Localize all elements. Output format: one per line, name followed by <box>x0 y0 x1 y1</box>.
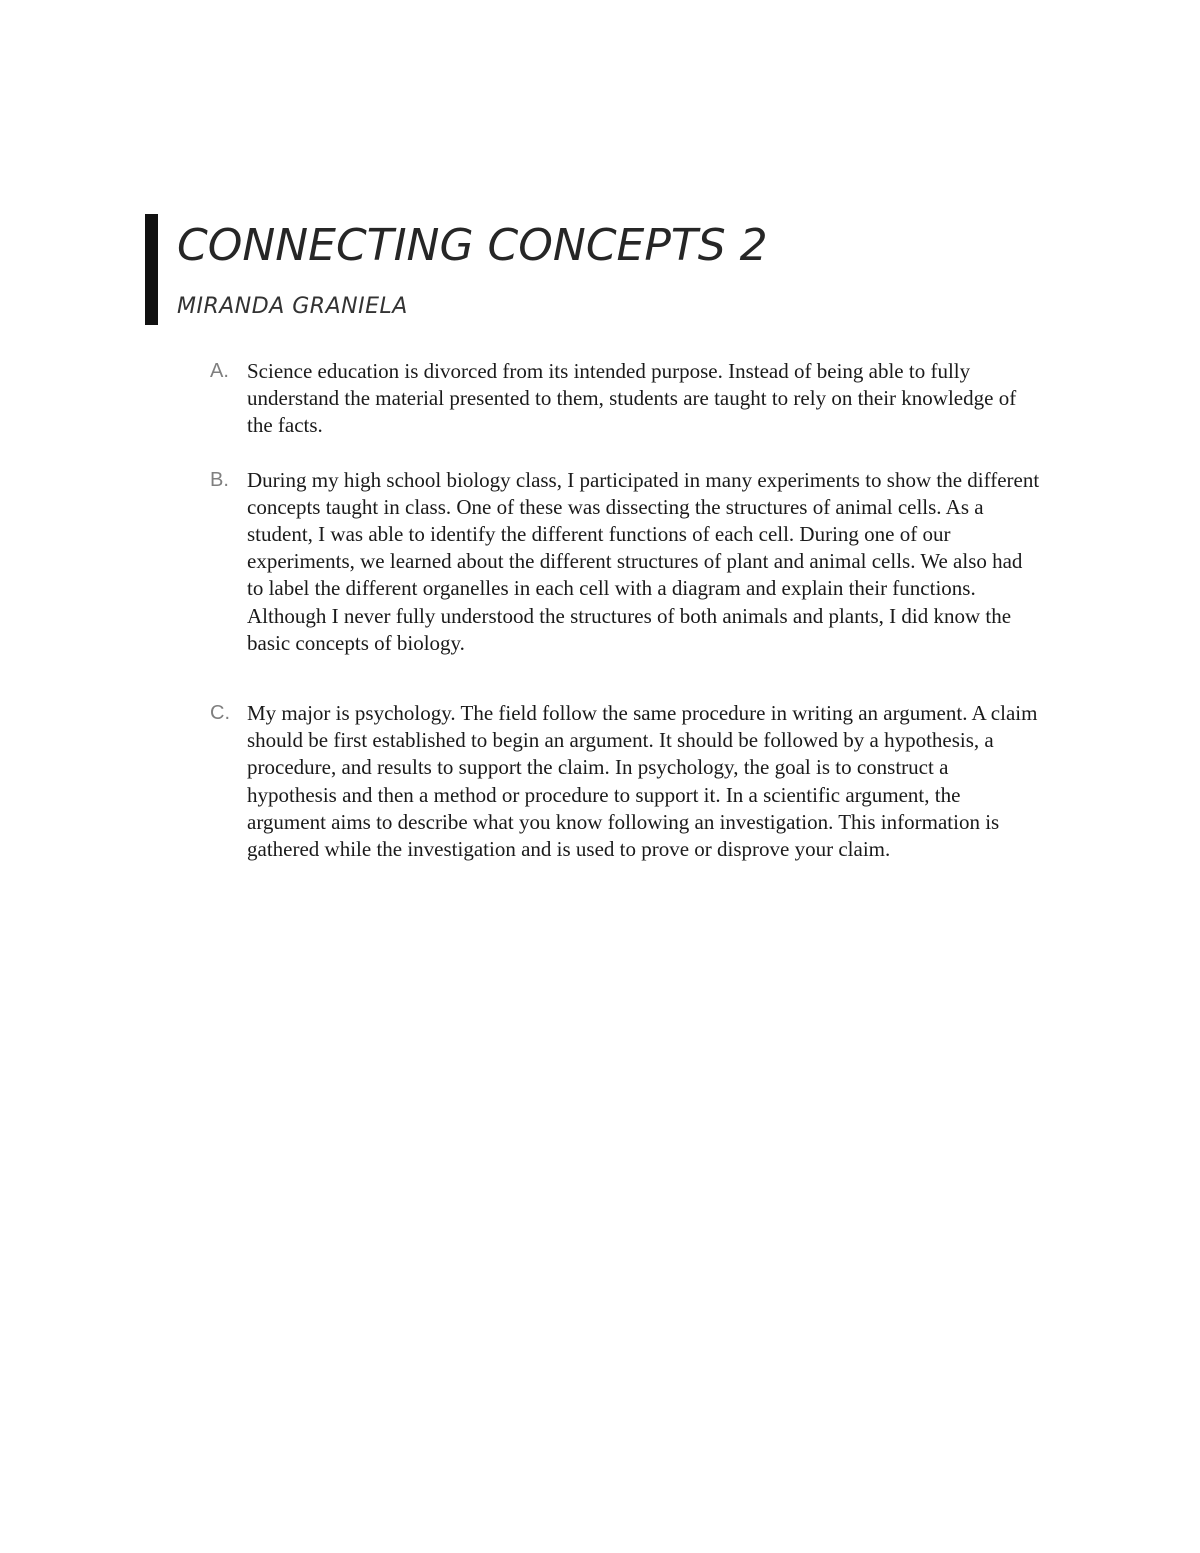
list-marker: C. <box>210 702 230 725</box>
document-author: MIRANDA GRANIELA <box>177 294 408 319</box>
list-marker: A. <box>210 360 229 382</box>
answer-text: My major is psychology. The field follow the same procedure in writing an argument. A claim should be first established to begin an argument. It should be followed by a hypothesis, a procedure, and results to support the claim. In psychology, the goal is to construct a hypothesis and then a method or procedure to support it. In a scientific argument, the argument aims to describe what you know following an investigation. This information is gathered while the investigation and is used to prove or disprove your claim. <box>247 701 1038 862</box>
title-block <box>145 214 1045 325</box>
answer-item-b <box>210 467 1040 657</box>
list-marker: B. <box>210 468 229 491</box>
answer-item-c <box>210 700 1040 863</box>
answer-text: Science education is divorced from its intended purpose. Instead of being able to fully understand the material presented to them, students are taught to rely on their knowledge of the facts. <box>247 359 1017 438</box>
answer-item-a <box>210 358 1040 440</box>
answer-list <box>210 358 1040 863</box>
answer-text: During my high school biology class, I participated in many experiments to show the different concepts taught in class. One of these was dissecting the structures of animal cells. As a student, I was able to identify the different functions of each cell. During one of our experiments, we learned about the different structures of plant and animal cells. We also had to label the different organelles in each cell with a diagram and explain their functions. Although I never fully understood the structures of both animals and plants, I did know the basic concepts of biology. <box>247 467 1040 655</box>
document-title: CONNECTING CONCEPTS 2 <box>177 220 768 271</box>
title-accent-bar <box>145 214 158 325</box>
